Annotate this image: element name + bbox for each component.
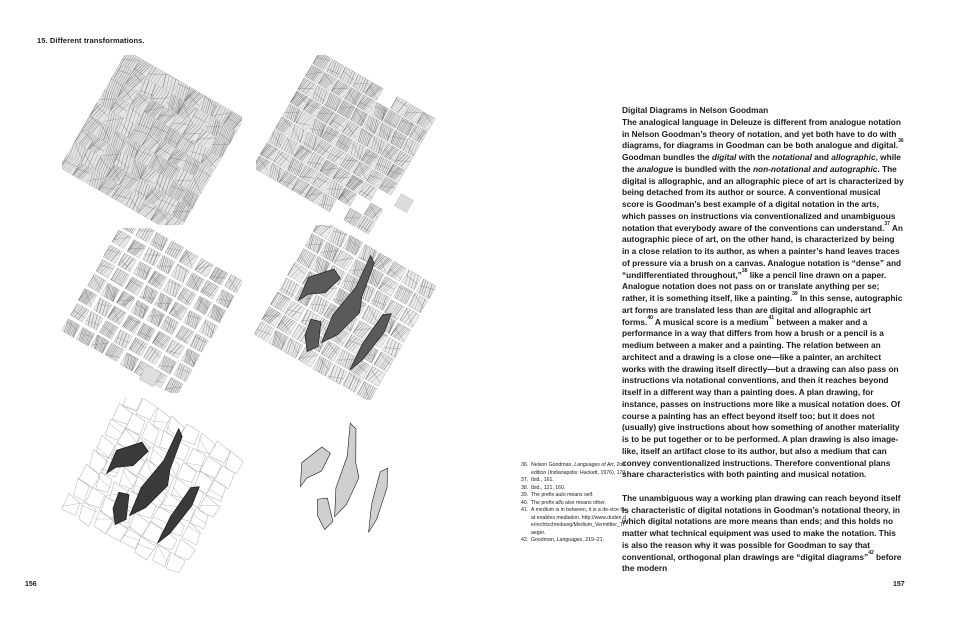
tile [111,404,134,427]
emphasis: allo [554,499,566,506]
tile [78,464,102,489]
footnote: 41. A medium is in between, it is a de-vice that enables mediation. http://www.duden.de/rechtschreibung/Medium_Vermittler_Traeger. [521,507,626,536]
text-run: like a pencil line drawn on a paper. Analogue notation does not pass on or translate anything per se; rather, it is something itself, like a painting. [622,269,887,303]
tile [166,340,184,358]
footnote-ref[interactable]: 39 [792,291,798,297]
footnote: 37. Ibid., 161. [521,477,554,483]
text-run: A musical score is a medium [652,316,769,327]
text-run: between a maker and a performance in a way that differs from how a brush or a pencil is a medium between a maker and a painting. The relation between an architect and a drawing is a close one—like a painter, an architect works with the drawing itself directly—but a drawing can also pass on instructions via notational conventions, and then it reaches beyond itself in a different way than a painting does. A plan drawing, for instance, passes on instructions more like a musical notation does. Of course a painting has an effect beyond itself too; but it does not (usually) give instructions about how something of another materiality is to be put together or to be performed. A plan drawing is also image-like, itself an artifact close to its author, but also a medium that can convey conventionalized instructions. Therefore conventional plans share characteristics with both painting and musical notation. [622,316,901,480]
footnote: 39. The prefix auto means self. [521,492,627,500]
emphasis: auto [554,492,568,498]
tile [174,363,192,381]
text-run: , while the [622,152,901,174]
tile [127,240,145,258]
tile-grid [253,225,436,400]
footnote-text: Goodman, Languages, 219–21. [531,537,604,543]
tile [137,323,155,341]
tile [118,253,136,271]
tile [142,522,165,545]
figure-transformation-2 [256,55,436,235]
tile [148,271,166,289]
figure-transformation-5 [58,398,248,573]
tile [198,495,222,519]
tile [305,234,325,254]
tile [357,381,377,400]
void-shape [331,423,368,520]
tile [62,319,80,337]
tile [100,321,118,339]
tile [88,274,106,292]
tile [129,338,147,356]
tile [343,235,363,255]
figure-transformation-6 [270,418,420,548]
tile [120,353,138,371]
paragraph-2 [622,493,904,575]
text-run: The unambiguous way a working plan drawing can reach beyond itself is characteristic of digital notations in Goodman’s notational theory, in which digital notations are more means than ends; and this holds no matter what technical equipment was used to make the notation. This is also the reason why it was possible for Goodman to say that conventional, orthogonal plan drawings are “digital diagrams” [622,492,901,562]
tile [181,349,199,367]
tile [186,273,204,291]
tile [179,250,197,268]
tile [153,331,171,349]
footnote: 42. Goodman, Languages, 219–21. [521,537,627,545]
footnote-text: The prefix allo also means other. [531,499,606,506]
tile [199,320,217,338]
tile [112,230,130,248]
footnotes [521,462,627,545]
text-run: The analogical language in Deleuze is different from analogue notation in Nelson Goodman’s theory of notation, and yet both have to do with diagrams, for diagrams in Goodman can be both analogue and digital. [622,116,901,151]
tile [147,308,165,326]
text-run: is bundled with the [673,163,753,174]
tile [176,326,194,344]
tile [69,478,92,501]
figure-transformation-4 [250,225,440,400]
tile [101,283,119,301]
tile [71,304,89,322]
tile [209,267,227,285]
tile [201,280,219,298]
tile [85,311,103,329]
tile [116,467,139,490]
footnote: 36. Nelson Goodman, Languages of Art, 2nd edition (Indianapolis: Hackett, 1976), 170. [521,462,627,476]
tile [193,433,217,457]
footnote: 40. The prefix allo also means other. [521,500,627,508]
tile [108,306,126,324]
tile [124,413,147,436]
emphasis: Languages of Art [574,462,614,468]
tile [222,451,245,474]
void-shape [313,496,337,530]
tile [139,421,163,445]
loose-tile [394,193,413,212]
emphasis: digital [711,152,737,162]
article [622,105,904,575]
tile [163,279,181,297]
footnote-ref[interactable]: 36 [898,138,904,145]
tile [150,233,168,251]
text-run: An autographic piece of art, on the other hand, is characterized by being in a close relation to its author, as when a painter’s hand leaves traces of pressure via a brush on a canvas. Analogue notation is “dense” and “undifferentiated throughout,” [622,222,903,280]
tile [158,356,176,374]
tile [123,315,141,333]
tile [125,277,143,295]
tile [74,502,98,527]
tile [216,290,234,308]
tile [163,416,186,439]
tile [94,298,112,316]
void-cluster [291,418,397,539]
text-run: before the modern [622,551,902,574]
tile [195,258,213,276]
tile-grid [59,398,248,573]
figure-transformation-1 [62,55,242,225]
tile [156,255,174,273]
tile [165,241,183,259]
tile [175,462,198,485]
tile [183,311,201,329]
tile [225,275,242,293]
footnote-link-text[interactable]: A medium is in between, it is a de-vice that enables mediation. http://www.duden.de/rechtschreibung/Medium_Vermittler_Traeger. [531,507,626,536]
void-shape [367,467,391,535]
tile [136,228,154,242]
section-heading: Digital Diagrams in Nelson Goodman [622,105,769,115]
text-run: . The digital is allographic, and an allographic piece of art is characterized by being detached from its author or source. A conventional musical score is Goodman’s best example of a digital notation in the arts, which passes on instructions via conventionalized and unambiguous notation that everybody aware of the conventions can understand. [622,163,904,233]
tile [135,398,158,421]
tile [391,323,411,343]
tile [209,441,232,464]
footnote-text: Nelson Goodman, Languages of Art, 2nd edition (Indianapolis: Hackett, 1976), 170. [531,462,627,476]
tile [103,245,121,263]
tile-grid [62,55,242,225]
tile [133,262,151,280]
tile [111,268,129,286]
tile [96,259,114,277]
tile [78,288,96,306]
tile [149,408,173,432]
tile [214,465,238,489]
text-run: In this sense, autographic art forms are translated less than are digital and allographic art forms. [622,293,903,327]
tile [165,378,183,393]
emphasis: notational [772,152,812,162]
tile [208,304,226,322]
footnote-ref[interactable]: 41 [768,314,775,321]
emphasis: non-notational and autographic [752,163,878,174]
footnote: 38. Ibid., 121, 160. [521,484,566,491]
tile [169,302,187,320]
tile [60,493,83,516]
figure-caption: 15. Different transformations. [37,36,145,45]
footnote-text: The prefix auto means self. [531,492,594,498]
figure-transformation-3 [62,228,242,393]
page-number-left: 156 [25,581,37,588]
emphasis: Languages [556,537,583,543]
tile [91,335,109,353]
tile [76,327,94,345]
tile [140,285,158,303]
tile [177,287,195,305]
tile [193,296,211,314]
page-number-right: 157 [893,581,905,588]
paragraph-1 [622,117,904,481]
tile [160,316,178,334]
tile [120,398,143,413]
emphasis: allographic [831,152,876,162]
footnote-ref[interactable]: 42 [868,549,874,556]
tile [150,544,173,567]
text-run: and [811,152,832,162]
emphasis: analogue [636,163,674,174]
void-shape [298,444,332,491]
tile [144,346,162,364]
tile [117,291,135,309]
tile [131,300,149,318]
footnote-ref[interactable]: 38 [741,267,748,274]
footnote-ref[interactable]: 40 [647,314,653,321]
footnote-ref[interactable]: 37 [884,220,890,227]
tile [200,457,223,480]
tile [154,293,172,311]
tile [205,479,228,502]
tile [142,247,160,265]
tile [190,334,208,352]
tile [171,264,189,282]
text-run: with the [736,152,773,162]
text-run: Goodman bundles the [622,152,712,162]
